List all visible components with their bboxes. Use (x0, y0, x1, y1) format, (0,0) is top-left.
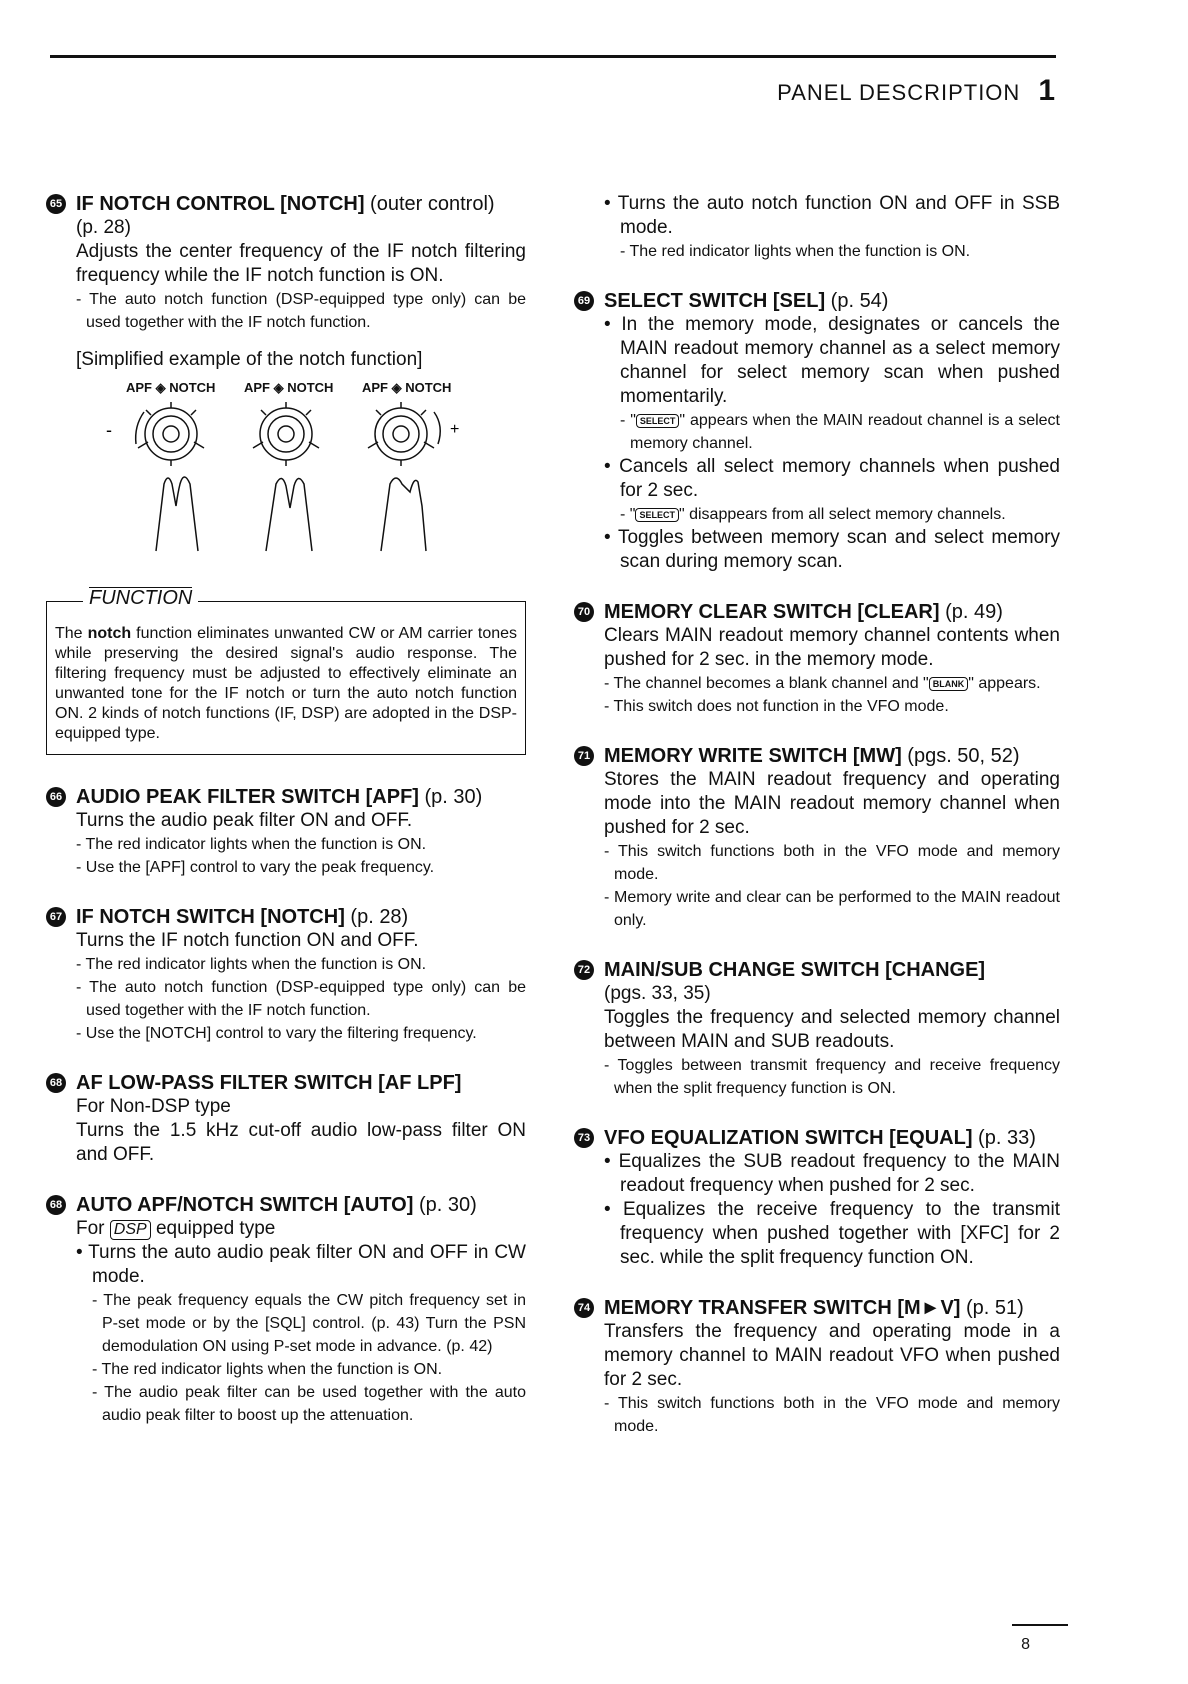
dsp-mark: DSP (110, 1220, 151, 1240)
top-rule (50, 55, 1056, 58)
item-number-badge: 73 (574, 1128, 594, 1148)
knob-label-3: APF ◈ NOTCH (362, 380, 452, 395)
section-title: IF NOTCH SWITCH [NOTCH] (p. 28) (76, 906, 409, 928)
knob-label-2: APF ◈ NOTCH (244, 380, 334, 395)
bullet: • Equalizes the receive frequency to the transmit frequency when pushed together with [XFC] for 2 sec. while the split frequency function ON. (604, 1199, 1060, 1268)
section-69 (574, 289, 1060, 574)
section-73 (574, 1126, 1060, 1270)
bullet: • Equalizes the SUB readout frequency to the MAIN readout frequency when pushed for 2 sec. (604, 1151, 1060, 1196)
section-text: Toggles the frequency and selected memory channel between MAIN and SUB readouts. (604, 1007, 1060, 1052)
section-65 (46, 192, 526, 561)
function-title: FUNCTION (83, 588, 198, 608)
section-note: - " SELECT " appears when the MAIN readout channel is a select memory channel. (620, 412, 1061, 452)
section-text: Transfers the frequency and operating mode in a memory channel to MAIN readout VFO when pushed for 2 sec. (604, 1321, 1060, 1390)
section-68-auto (46, 1193, 526, 1427)
knob-3-icon (368, 402, 440, 466)
knob-1-icon (136, 402, 204, 466)
bullet: • Turns the auto audio peak filter ON and OFF in CW mode. (76, 1242, 526, 1287)
section-text: Stores the MAIN readout frequency and operating mode into the MAIN readout memory channel when pushed for 2 sec. (604, 769, 1060, 838)
notch-curve-2-icon (266, 478, 312, 551)
knob-label-1: APF ◈ NOTCH (126, 380, 216, 395)
item-number-badge: 70 (574, 602, 594, 622)
right-column (574, 192, 1060, 1464)
section-71 (574, 744, 1060, 932)
section-title: MEMORY WRITE SWITCH [MW] (pgs. 50, 52) (604, 745, 1020, 767)
section-title: SELECT SWITCH [SEL] (p. 54) (604, 290, 889, 312)
section-66 (46, 785, 526, 879)
blank-indicator: BLANK (929, 677, 969, 691)
minus-sign: - (106, 420, 112, 440)
section-note: - The auto notch function (DSP-equipped type only) can be used together with the IF notch function. (76, 291, 526, 331)
type-line: For Non-DSP type (76, 1096, 231, 1117)
section-title: AUTO APF/NOTCH SWITCH [AUTO] (p. 30) (76, 1194, 477, 1216)
section-text: Clears MAIN readout memory channel contents when pushed for 2 sec. in the memory mode. (604, 625, 1060, 670)
section-note: - The red indicator lights when the function is ON. (92, 1361, 443, 1378)
item-number-badge: 72 (574, 960, 594, 980)
section-title: AF LOW-PASS FILTER SWITCH [AF LPF] (76, 1072, 462, 1094)
section-note: - This switch functions both in the VFO mode and memory mode. (604, 843, 1060, 883)
item-number-badge: 66 (46, 787, 66, 807)
item-number-badge: 69 (574, 291, 594, 311)
section-note: - Toggles between transmit frequency and receive frequency when the split frequency function is ON. (604, 1057, 1060, 1097)
knob-2-icon (253, 402, 319, 466)
notch-diagram (76, 396, 496, 556)
item-number-badge: 71 (574, 746, 594, 766)
section-text: Turns the audio peak filter ON and OFF. (76, 810, 413, 831)
plus-sign: + (450, 421, 460, 438)
section-note: - The auto notch function (DSP-equipped type only) can be used together with the IF notch function. (76, 979, 526, 1019)
section-title: IF NOTCH CONTROL [NOTCH] (outer control) (76, 193, 495, 215)
bullet: • Toggles between memory scan and select memory scan during memory scan. (604, 527, 1060, 572)
page-number-rule (1012, 1624, 1068, 1626)
section-68-continued (574, 192, 1060, 263)
section-note: - The red indicator lights when the function is ON. (76, 836, 427, 853)
section-note: - The peak frequency equals the CW pitch frequency set in P-set mode or by the [SQL] control. (p. 43) Turn the PSN demodulation ON using P-set mode in advance. (p. 42) (92, 1292, 526, 1355)
select-indicator: SELECT (636, 414, 680, 428)
section-note: - This switch functions both in the VFO mode and memory mode. (604, 1395, 1060, 1435)
section-note: - Use the [NOTCH] control to vary the filtering frequency. (76, 1025, 477, 1042)
notch-term: notch (87, 625, 132, 642)
function-box: FUNCTION The notch function eliminates unwanted CW or AM carrier tones while preserving the desired signal's audio response. The filtering frequency must be adjusted to effectively eliminate an unwanted tone for the IF notch or turn the auto notch function ON. 2 kinds of notch functions (IF, DSP) are adopted in the DSP-equipped type. (46, 601, 526, 755)
section-title: MAIN/SUB CHANGE SWITCH [CHANGE] (604, 959, 986, 981)
chapter-number: 1 (1038, 74, 1056, 107)
section-title: MEMORY TRANSFER SWITCH [M►V] (p. 51) (604, 1297, 1024, 1319)
section-text: Adjusts the center frequency of the IF notch filtering frequency while the IF notch function is ON. (76, 241, 526, 286)
section-note: - The channel becomes a blank channel and " BLANK " appears. (604, 675, 1041, 692)
section-text: Turns the 1.5 kHz cut-off audio low-pass filter ON and OFF. (76, 1120, 526, 1165)
notch-curve-1-icon (156, 477, 198, 551)
section-note: - The red indicator lights when the function is ON. (620, 243, 971, 260)
item-number-badge: 68 (46, 1195, 66, 1215)
bullet: • In the memory mode, designates or cancels the MAIN readout memory channel as a select memory channel for select memory scan when pushed momentarily. (604, 314, 1060, 407)
function-text: function eliminates unwanted CW or AM carrier tones while preserving the desired signal's audio response. The filtering frequency must be adjusted to effectively eliminate an unwanted tone for the IF notch or turn the auto notch function ON. 2 kinds of notch functions (IF, DSP) are adopted in the DSP-equipped type. (55, 625, 518, 742)
section-note: - " SELECT " disappears from all select memory channels. (620, 506, 1006, 523)
select-indicator: SELECT (635, 508, 679, 522)
type-line: For DSP equipped type (76, 1218, 276, 1239)
item-number-badge: 68 (46, 1073, 66, 1093)
section-title: MEMORY CLEAR SWITCH [CLEAR] (p. 49) (604, 601, 1003, 623)
section-note: - The red indicator lights when the function is ON. (76, 956, 427, 973)
bullet: • Turns the auto notch function ON and OFF in SSB mode. (604, 193, 1060, 238)
left-column (46, 192, 526, 1453)
section-74 (574, 1296, 1060, 1438)
page-ref: (pgs. 33, 35) (604, 983, 711, 1004)
section-text: Turns the IF notch function ON and OFF. (76, 930, 419, 951)
section-72 (574, 958, 1060, 1100)
page-number: 8 (1021, 1636, 1030, 1653)
knob-labels (126, 380, 526, 396)
section-title: AUDIO PEAK FILTER SWITCH [APF] (p. 30) (76, 786, 483, 808)
section-note: - Use the [APF] control to vary the peak frequency. (76, 859, 435, 876)
section-note: - This switch does not function in the VFO mode. (604, 698, 949, 715)
section-note: - The audio peak filter can be used together with the auto audio peak filter to boost up the attenuation. (92, 1384, 526, 1424)
section-68-af-lpf (46, 1071, 526, 1167)
section-title: VFO EQUALIZATION SWITCH [EQUAL] (p. 33) (604, 1127, 1036, 1149)
notch-curve-3-icon (381, 478, 426, 551)
section-note: - Memory write and clear can be performed to the MAIN readout only. (604, 889, 1060, 929)
header-title: PANEL DESCRIPTION (777, 80, 1021, 105)
bullet: • Cancels all select memory channels when pushed for 2 sec. (604, 456, 1060, 501)
example-title: [Simplified example of the notch function] (76, 349, 423, 370)
section-70 (574, 600, 1060, 718)
section-67 (46, 905, 526, 1045)
item-number-badge: 67 (46, 907, 66, 927)
item-number-badge: 74 (574, 1298, 594, 1318)
item-number-badge: 65 (46, 194, 66, 214)
page-header (777, 74, 1056, 108)
page-ref: (p. 28) (76, 217, 131, 238)
